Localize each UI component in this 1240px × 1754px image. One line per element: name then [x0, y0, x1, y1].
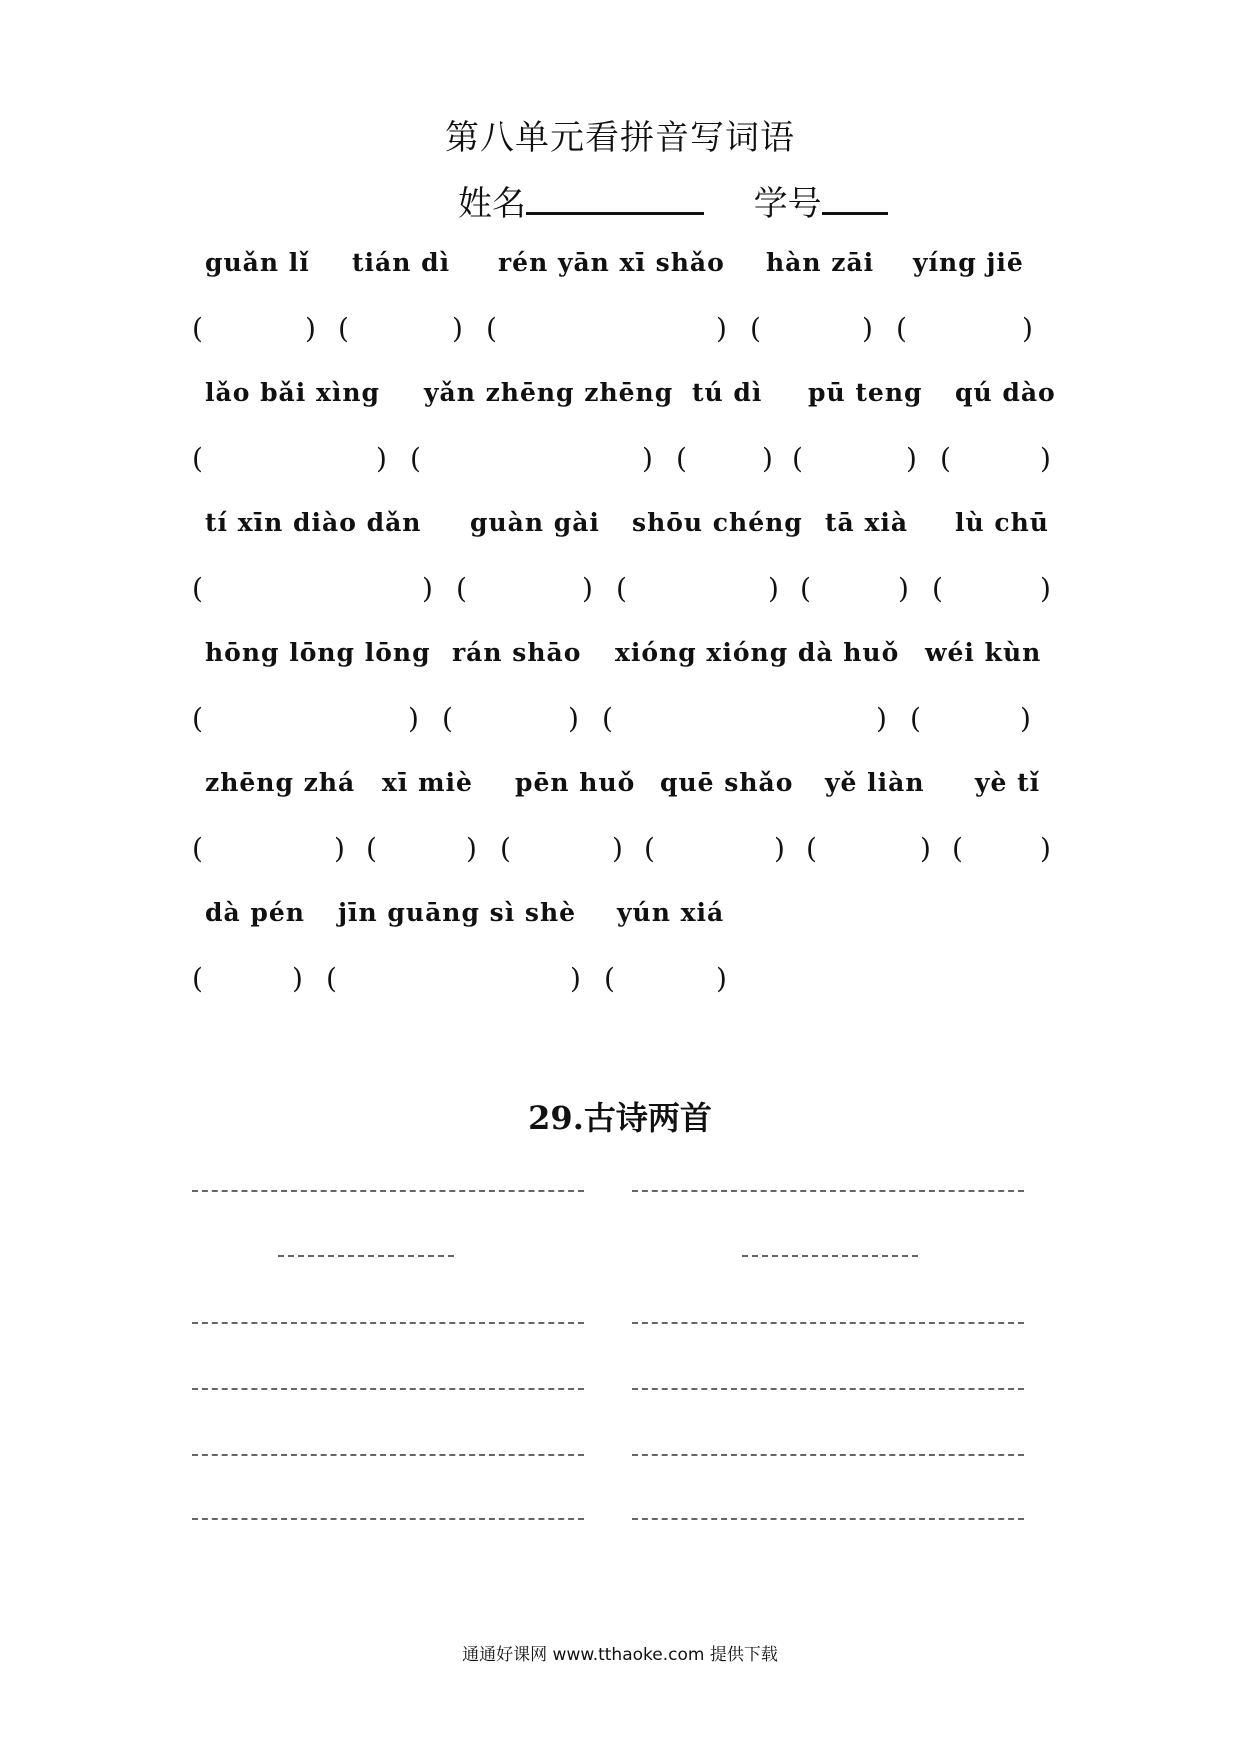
answer-paren-close[interactable]: ): [716, 312, 727, 345]
writing-line[interactable]: [632, 1190, 1024, 1192]
pinyin-word: rén yān xī shǎo: [498, 248, 725, 277]
answer-paren-open[interactable]: (: [910, 702, 921, 735]
answer-paren-close[interactable]: ): [1040, 832, 1051, 865]
pinyin-word: guǎn lǐ: [205, 248, 310, 277]
answer-paren-open[interactable]: (: [192, 572, 203, 605]
answer-paren-close[interactable]: ): [1040, 572, 1051, 605]
pinyin-word: dà pén: [205, 898, 305, 927]
answer-paren-open[interactable]: (: [192, 702, 203, 735]
pinyin-word: yě liàn: [825, 768, 925, 797]
answer-paren-open[interactable]: (: [326, 962, 337, 995]
answer-paren-open[interactable]: (: [192, 832, 203, 865]
writing-line[interactable]: [192, 1518, 584, 1520]
pinyin-word: tián dì: [352, 248, 451, 277]
answer-paren-close[interactable]: ): [334, 832, 345, 865]
writing-line[interactable]: [192, 1388, 584, 1390]
footer-note: 通通好课网 www.tthaoke.com 提供下载: [462, 1645, 778, 1665]
answer-paren-open[interactable]: (: [750, 312, 761, 345]
answer-paren-close[interactable]: ): [292, 962, 303, 995]
writing-line[interactable]: [632, 1518, 1024, 1520]
pinyin-word: lù chū: [955, 508, 1049, 537]
pinyin-word: lǎo bǎi xìng: [205, 378, 381, 407]
answer-paren-close[interactable]: ): [1022, 312, 1033, 345]
pinyin-word: xióng xióng dà huǒ: [615, 638, 900, 667]
answer-paren-close[interactable]: ): [570, 962, 581, 995]
student-number-label: 学号: [753, 184, 822, 224]
pinyin-word: hōng lōng lōng: [205, 638, 431, 667]
answer-paren-open[interactable]: (: [192, 962, 203, 995]
writing-line[interactable]: [632, 1388, 1024, 1390]
pinyin-word: yíng jiē: [913, 248, 1024, 277]
writing-line[interactable]: [192, 1322, 584, 1324]
answer-paren-close[interactable]: ): [716, 962, 727, 995]
answer-paren-open[interactable]: (: [644, 832, 655, 865]
pinyin-word: yǎn zhēng zhēng: [424, 378, 674, 407]
pinyin-word: zhēng zhá: [205, 768, 356, 797]
answer-paren-open[interactable]: (: [500, 832, 511, 865]
pinyin-word: guàn gài: [470, 508, 600, 537]
pinyin-word: yún xiá: [617, 898, 725, 927]
writing-line[interactable]: [192, 1454, 584, 1456]
answer-paren-open[interactable]: (: [338, 312, 349, 345]
answer-paren-close[interactable]: ): [376, 442, 387, 475]
answer-paren-close[interactable]: ): [466, 832, 477, 865]
answer-paren-close[interactable]: ): [762, 442, 773, 475]
answer-paren-close[interactable]: ): [642, 442, 653, 475]
pinyin-word: pēn huǒ: [515, 768, 636, 797]
answer-paren-close[interactable]: ): [774, 832, 785, 865]
pinyin-word: hàn zāi: [766, 248, 875, 277]
answer-paren-close[interactable]: ): [305, 312, 316, 345]
answer-paren-close[interactable]: ): [422, 572, 433, 605]
pinyin-word: jīn guāng sì shè: [338, 898, 577, 927]
name-field[interactable]: [526, 182, 704, 215]
answer-paren-close[interactable]: ): [568, 702, 579, 735]
answer-paren-close[interactable]: ): [920, 832, 931, 865]
answer-paren-close[interactable]: ): [582, 572, 593, 605]
answer-paren-close[interactable]: ): [612, 832, 623, 865]
pinyin-word: rán shāo: [452, 638, 582, 667]
answer-paren-open[interactable]: (: [366, 832, 377, 865]
writing-line[interactable]: [278, 1255, 454, 1257]
answer-paren-open[interactable]: (: [442, 702, 453, 735]
name-label: 姓名: [458, 184, 526, 224]
answer-paren-open[interactable]: (: [616, 572, 627, 605]
student-number-field[interactable]: [822, 182, 888, 215]
answer-paren-open[interactable]: (: [192, 312, 203, 345]
pinyin-word: shōu chéng: [632, 508, 803, 537]
pinyin-word: pū teng: [808, 378, 923, 407]
pinyin-word: wéi kùn: [925, 638, 1042, 667]
answer-paren-open[interactable]: (: [456, 572, 467, 605]
writing-line[interactable]: [742, 1255, 918, 1257]
answer-paren-close[interactable]: ): [898, 572, 909, 605]
answer-paren-open[interactable]: (: [486, 312, 497, 345]
pinyin-word: yè tǐ: [975, 768, 1041, 797]
answer-paren-close[interactable]: ): [876, 702, 887, 735]
student-info: [458, 176, 888, 225]
pinyin-word: qú dào: [955, 378, 1056, 407]
answer-paren-close[interactable]: ): [862, 312, 873, 345]
pinyin-word: xī miè: [382, 768, 473, 797]
worksheet-title: 第八单元看拼音写词语: [445, 118, 795, 158]
answer-paren-open[interactable]: (: [952, 832, 963, 865]
answer-paren-open[interactable]: (: [602, 702, 613, 735]
writing-line[interactable]: [632, 1322, 1024, 1324]
answer-paren-close[interactable]: ): [1040, 442, 1051, 475]
writing-line[interactable]: [632, 1454, 1024, 1456]
section-title: 29.古诗两首: [528, 1099, 712, 1137]
answer-paren-open[interactable]: (: [800, 572, 811, 605]
answer-paren-open[interactable]: (: [410, 442, 421, 475]
pinyin-word: tú dì: [692, 378, 763, 407]
answer-paren-open[interactable]: (: [896, 312, 907, 345]
answer-paren-open[interactable]: (: [932, 572, 943, 605]
answer-paren-close[interactable]: ): [906, 442, 917, 475]
answer-paren-open[interactable]: (: [806, 832, 817, 865]
writing-line[interactable]: [192, 1190, 584, 1192]
answer-paren-open[interactable]: (: [604, 962, 615, 995]
answer-paren-open[interactable]: (: [940, 442, 951, 475]
answer-paren-open[interactable]: (: [676, 442, 687, 475]
pinyin-word: quē shǎo: [660, 768, 794, 797]
answer-paren-close[interactable]: ): [452, 312, 463, 345]
answer-paren-open[interactable]: (: [792, 442, 803, 475]
answer-paren-close[interactable]: ): [1020, 702, 1031, 735]
answer-paren-close[interactable]: ): [768, 572, 779, 605]
answer-paren-open[interactable]: (: [192, 442, 203, 475]
answer-paren-close[interactable]: ): [408, 702, 419, 735]
pinyin-word: tí xīn diào dǎn: [205, 508, 422, 537]
pinyin-word: tā xià: [825, 508, 909, 537]
